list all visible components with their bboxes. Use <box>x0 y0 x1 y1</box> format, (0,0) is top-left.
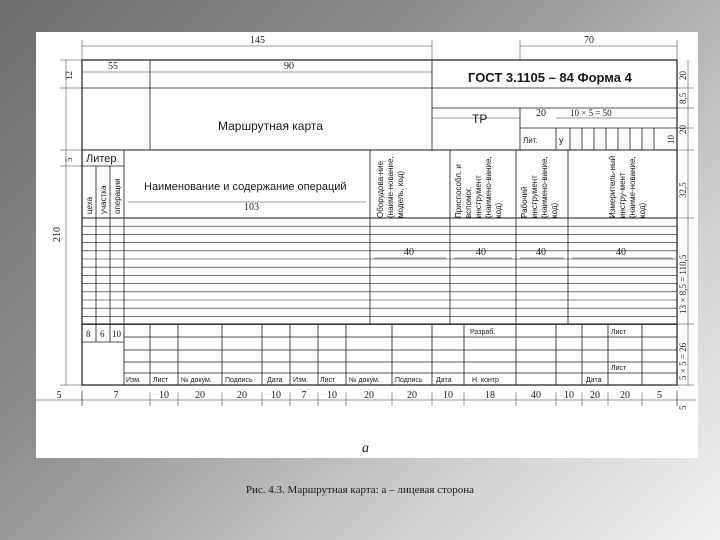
col-fixture: Приспособл. и вспомог. инструмент (наимено-вание, код) <box>454 156 503 218</box>
footer-sign-1: Подпись <box>225 377 253 384</box>
bottom-dim-label: 20 <box>620 390 630 401</box>
liter-label: Литер <box>86 153 117 165</box>
footer-izm-2: Изм. <box>293 377 308 384</box>
footer-doc-1: № докум. <box>181 377 212 384</box>
col-ceh: цеха <box>85 196 94 214</box>
dim-r5: 5 <box>678 405 688 410</box>
dim-r10: 10 <box>666 135 676 144</box>
col-worker-tool: Рабочий инструмент (наимено-вание, код) <box>520 156 559 218</box>
footer-date-1: Дата <box>267 377 283 384</box>
footer-list-right: Лист <box>611 329 627 336</box>
dim-r526: 5 × 5 = 26 <box>678 342 688 380</box>
dim-20: 20 <box>536 108 546 119</box>
lit-label: Лит. <box>523 136 538 145</box>
bottom-dim-label: 40 <box>531 390 541 401</box>
col-worker-tool-box <box>516 150 568 218</box>
dim-r20-b: 20 <box>678 125 688 134</box>
dim-40-b: 40 <box>476 247 486 258</box>
dim-r13: 13 × 8,5 = 110,5 <box>678 254 688 314</box>
col-equipment: Оборудова-ние (наиме-нование, модель, код) <box>376 156 405 218</box>
figure-caption: Рис. 4.3. Маршрутная карта: а – лицевая сторона <box>245 484 475 496</box>
form-name: Маршрутная карта <box>218 119 323 133</box>
footer-list-2: Лист <box>320 377 336 384</box>
footer-razrab: Разраб. <box>470 329 496 336</box>
dim-103: 103 <box>244 202 259 213</box>
footer-izm-1: Изм. <box>126 377 141 384</box>
footer-list-1: Лист <box>153 377 169 384</box>
footer-doc-2: № докум. <box>349 377 380 384</box>
col-fixture-box <box>450 150 516 218</box>
footer-date-3: Дата <box>586 377 602 384</box>
col-measure: Измеритель-ный инстру-мент (наиме-нование, код) <box>608 155 647 218</box>
dim-90: 90 <box>284 61 294 72</box>
bottom-dim-label: 20 <box>364 390 374 401</box>
bottom-dim-label: 20 <box>237 390 247 401</box>
bottom-dim-label: 10 <box>564 390 574 401</box>
dim-r20-a: 20 <box>678 71 688 80</box>
operation-rows <box>82 226 677 324</box>
dim-40-a: 40 <box>404 247 414 258</box>
bottom-dim-label: 7 <box>301 390 307 401</box>
footer-n-kontr: Н. контр <box>472 377 499 384</box>
col-oper: операции <box>113 178 122 214</box>
dim-10x5: 10 × 5 = 50 <box>570 108 612 118</box>
col-uch: участка <box>99 185 108 214</box>
dim-r325: 32,5 <box>678 182 688 198</box>
col-equipment-box <box>370 150 450 218</box>
bottom-dim-label: 20 <box>407 390 417 401</box>
dim-40-c: 40 <box>536 247 546 258</box>
bottom-dim-label: 20 <box>590 390 600 401</box>
dim-8: 8 <box>86 329 91 339</box>
form-title: ГОСТ 3.1105 – 84 Форма 4 <box>468 70 632 85</box>
operations-header: Наименование и содержание операций <box>144 181 347 193</box>
dim-40-d: 40 <box>616 247 626 258</box>
bottom-dim-label: 7 <box>113 390 119 401</box>
col-measure-box <box>568 150 677 218</box>
dim-5-left: 5 <box>64 157 74 162</box>
dim-12: 12 <box>64 71 74 80</box>
bottom-dim-label: 18 <box>485 390 495 401</box>
bottom-dim-label: 10 <box>327 390 337 401</box>
bottom-dim-label: 10 <box>159 390 169 401</box>
dim-10-small: 10 <box>112 329 121 339</box>
u-label: у <box>559 135 564 145</box>
footer-date-2: Дата <box>436 377 452 384</box>
bottom-dim-label: 20 <box>195 390 205 401</box>
dim-55: 55 <box>108 61 118 72</box>
figure-label: а <box>362 441 369 456</box>
footer-sign-2: Подпись <box>395 377 423 384</box>
dim-70: 70 <box>584 35 594 46</box>
dim-6: 6 <box>100 329 105 339</box>
bottom-dim-label: 5 <box>657 390 662 401</box>
route-card-drawing <box>36 32 698 458</box>
dim-145: 145 <box>250 35 265 46</box>
dim-210: 210 <box>52 227 63 242</box>
footer-list-right2: Лист <box>611 365 627 372</box>
bottom-dim-label: 10 <box>271 390 281 401</box>
dim-r85: 8,5 <box>678 92 688 104</box>
form-code: ТР <box>472 112 488 126</box>
bottom-dim-label: 10 <box>443 390 453 401</box>
bottom-dim-label: 5 <box>56 390 62 401</box>
